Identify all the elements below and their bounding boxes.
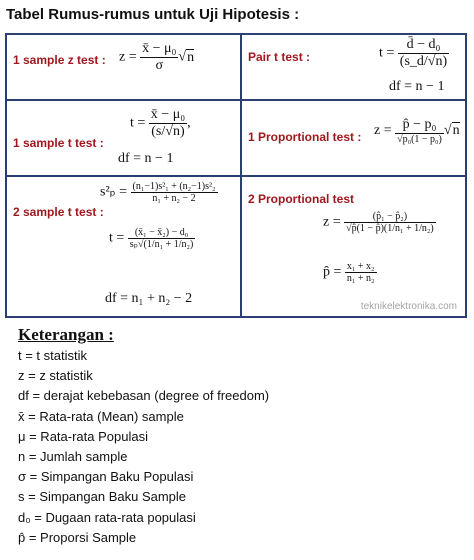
fraction — [140, 41, 178, 74]
legend-item: s = Simpangan Baku Sample — [18, 489, 187, 505]
formula-lhs: p̂ = — [323, 264, 342, 280]
fraction — [345, 261, 377, 284]
formula-1-proportional-test: z = $\frac{\text{p̂ − p₀}}{\text{√p₀(1 − p₀)}}$ √n — [374, 117, 460, 145]
formula-lhs: t = — [130, 115, 146, 131]
cell-label-1-sample-t-test: 1 sample t test : — [13, 136, 104, 150]
formula-2-sample-df: df = n₁ + n₂ − 2 — [105, 291, 193, 306]
fraction — [344, 211, 436, 234]
formula-table — [5, 33, 467, 318]
formula-lhs: z = — [323, 214, 341, 230]
fraction-numerator: (n₁−1)s²₁ + (n₂−1)s²₂ — [132, 181, 216, 192]
fraction-denominator: (s/√n) — [151, 124, 185, 139]
legend-item: μ = Rata-rata Populasi — [18, 428, 148, 444]
formula-1-sample-z-test: z = $\frac{\text{x̄ − μ₀}}{\sigma}$ √n — [119, 41, 195, 73]
table-row-divider — [7, 175, 465, 177]
formula-pooled-proportion — [323, 261, 377, 284]
formula-lhs: z = — [374, 123, 392, 139]
formula-2-sample-t-statistic — [109, 227, 195, 250]
legend-item: x̄ = Rata-rata (Mean) sample — [18, 408, 184, 424]
watermark: teknikelektronika.com — [360, 301, 457, 312]
fraction — [128, 227, 196, 250]
formula-1-sample-df: df = n − 1 — [118, 151, 174, 166]
legend-item: p̂ = Proporsi Sample — [18, 529, 137, 545]
legend — [18, 324, 458, 548]
fraction — [131, 181, 218, 204]
page-title: Tabel Rumus-rumus untuk Uji Hipotesis : — [6, 6, 300, 23]
cell-label-1-proportional-test: 1 Proportional test : — [248, 130, 362, 144]
legend-item: n = Jumlah sample — [18, 448, 128, 464]
legend-item: σ = Simpangan Baku Populasi — [18, 469, 194, 485]
fraction-numerator: x̄ − μ₀ — [150, 107, 186, 122]
fraction-denominator: n₁ + n₂ — [346, 273, 375, 284]
formula-pair-df: df = n − 1 — [389, 79, 445, 94]
formula-lhs: t = — [109, 230, 125, 246]
legend-item: t = t statistik — [18, 348, 87, 363]
fraction — [395, 117, 444, 145]
fraction-numerator: x̄ − μ₀ — [142, 41, 177, 56]
fraction-denominator: σ — [155, 58, 164, 73]
fraction — [398, 37, 449, 70]
fraction-numerator: d̄ − d₀ — [398, 37, 449, 54]
fraction-numerator: p̂ − p₀ — [395, 117, 444, 134]
fraction-denominator: √p̂(1 − p̂)(1/n₁ + 1/n₂) — [346, 223, 434, 234]
formula-lhs: z = — [119, 49, 137, 65]
formula-2-proportional-test — [323, 211, 436, 234]
fraction-denominator: n₁ + n₂ − 2 — [152, 193, 196, 204]
legend-title: Keterangan : — [18, 325, 114, 344]
sqrt-argument: n — [187, 49, 195, 65]
table-row-divider — [7, 99, 465, 101]
fraction-numerator: (p̂₁ − p̂₂) — [344, 211, 436, 223]
fraction — [149, 107, 187, 140]
legend-item: z = z statistik — [18, 368, 93, 384]
cell-label-pair-t-test: Pair t test : — [248, 50, 311, 64]
formula-1-sample-t-test: t = $\frac{\text{x̄ − μ₀}}{(s/√n)}$ , — [130, 107, 191, 139]
formula-pooled-variance — [100, 181, 218, 204]
fraction-numerator: x₁ + x₂ — [346, 261, 375, 272]
fraction-denominator: √p₀(1 − p₀) — [397, 134, 442, 145]
fraction-denominator: sₚ√(1/n₁ + 1/n₂) — [129, 239, 194, 250]
cell-label-2-sample-t-test: 2 sample t test : — [13, 205, 104, 219]
legend-item: d₀ = Dugaan rata-rata populasi — [18, 509, 196, 525]
legend-item: df = derajat kebebasan (degree of freedom) — [18, 388, 270, 404]
fraction-numerator: (x̄₁ − x̄₂) − d₀ — [128, 227, 196, 239]
cell-label-2-proportional-test: 2 Proportional test — [248, 192, 355, 206]
fraction-denominator: (s_d/√n) — [399, 54, 448, 69]
formula-lhs: t = — [379, 45, 395, 61]
cell-label-1-sample-z-test: 1 sample z test : — [13, 53, 106, 67]
sqrt-argument: n — [452, 123, 460, 139]
formula-lhs: s²ₚ = — [100, 184, 128, 200]
formula-pair-t-test — [379, 37, 449, 70]
